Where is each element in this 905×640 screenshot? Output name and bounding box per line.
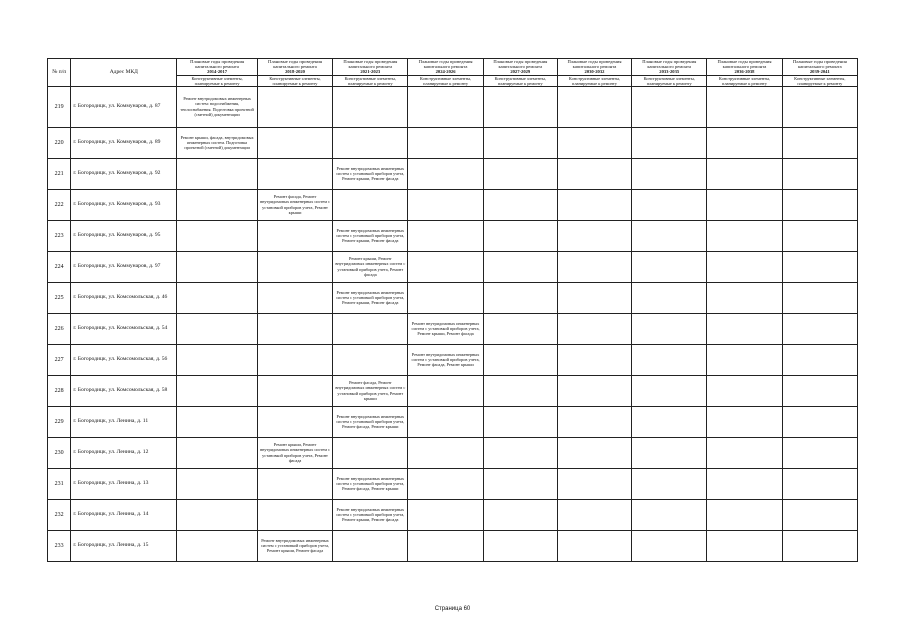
- empty-cell: [557, 282, 631, 313]
- empty-cell: [707, 220, 782, 251]
- empty-cell: [177, 437, 258, 468]
- repair-works-cell: Ремонт внутридомовых инженерных систем с установкой приборов учета, Ремонт крыши, Ремонт фасада: [408, 313, 483, 344]
- empty-cell: [632, 406, 707, 437]
- empty-cell: [257, 86, 332, 127]
- table-row: [48, 375, 858, 406]
- empty-cell: [483, 344, 557, 375]
- table-row: [48, 282, 858, 313]
- table-row: [48, 530, 858, 561]
- building-address: г. Богородицк, ул. Ленина, д. 15: [71, 530, 177, 561]
- empty-cell: [408, 282, 483, 313]
- empty-cell: [782, 313, 857, 344]
- table-row: [48, 344, 858, 375]
- empty-cell: [483, 127, 557, 158]
- column-subheader: Конструктивные элементы, планируемые к ремонту: [483, 75, 557, 86]
- empty-cell: [483, 220, 557, 251]
- row-number: 223: [48, 220, 71, 251]
- column-header-period: Плановые годы проведения капитального ремонта 2030-2032: [557, 59, 631, 76]
- empty-cell: [632, 127, 707, 158]
- empty-cell: [408, 375, 483, 406]
- empty-cell: [782, 282, 857, 313]
- building-address: г. Богородицк, ул. Коммунаров, д. 87: [71, 86, 177, 127]
- table-body: [48, 86, 858, 561]
- empty-cell: [483, 313, 557, 344]
- empty-cell: [782, 189, 857, 220]
- empty-cell: [557, 86, 631, 127]
- column-header-address: Адрес МКД: [71, 59, 177, 87]
- column-header-period: Плановые годы проведения капитального ремонта 2018-2020: [257, 59, 332, 76]
- empty-cell: [333, 437, 408, 468]
- building-address: г. Богородицк, ул. Комсомольская, д. 46: [71, 282, 177, 313]
- empty-cell: [632, 158, 707, 189]
- row-number: 222: [48, 189, 71, 220]
- empty-cell: [782, 530, 857, 561]
- column-subheader: Конструктивные элементы, планируемые к ремонту: [257, 75, 332, 86]
- empty-cell: [408, 220, 483, 251]
- empty-cell: [177, 282, 258, 313]
- empty-cell: [557, 251, 631, 282]
- empty-cell: [483, 189, 557, 220]
- row-number: 231: [48, 468, 71, 499]
- empty-cell: [177, 189, 258, 220]
- column-subheader: Конструктивные элементы, планируемые к ремонту: [632, 75, 707, 86]
- empty-cell: [557, 344, 631, 375]
- empty-cell: [632, 499, 707, 530]
- row-number: 224: [48, 251, 71, 282]
- empty-cell: [707, 406, 782, 437]
- repair-works-cell: Ремонт внутридомовых инженерных систем: водоснабжения, теплоснабжения. Подготовка проектной (сметной) документации: [177, 86, 258, 127]
- building-address: г. Богородицк, ул. Комсомольская, д. 54: [71, 313, 177, 344]
- table-row: [48, 220, 858, 251]
- empty-cell: [333, 189, 408, 220]
- table-row: [48, 127, 858, 158]
- empty-cell: [707, 437, 782, 468]
- empty-cell: [707, 375, 782, 406]
- empty-cell: [257, 158, 332, 189]
- empty-cell: [707, 158, 782, 189]
- capital-repair-table: [47, 58, 858, 562]
- empty-cell: [333, 86, 408, 127]
- empty-cell: [483, 251, 557, 282]
- empty-cell: [408, 468, 483, 499]
- building-address: г. Богородицк, ул. Ленина, д. 13: [71, 468, 177, 499]
- repair-works-cell: Ремонт внутридомовых инженерных систем с установкой приборов учета, Ремонт крыши, Ремонт фасада: [257, 530, 332, 561]
- empty-cell: [707, 530, 782, 561]
- column-header-period: Плановые годы проведения капитального ремонта 2027-2029: [483, 59, 557, 76]
- page-number: Страница 60: [434, 606, 471, 612]
- empty-cell: [177, 406, 258, 437]
- table-header: [48, 59, 858, 87]
- empty-cell: [483, 437, 557, 468]
- empty-cell: [782, 437, 857, 468]
- empty-cell: [707, 127, 782, 158]
- table-row: [48, 499, 858, 530]
- empty-cell: [557, 406, 631, 437]
- empty-cell: [707, 499, 782, 530]
- empty-cell: [557, 313, 631, 344]
- empty-cell: [632, 189, 707, 220]
- repair-works-cell: Ремонт крыши, фасада, внутридомовых инженерных систем. Подготовка проектной (сметной) документации: [177, 127, 258, 158]
- empty-cell: [707, 468, 782, 499]
- empty-cell: [632, 251, 707, 282]
- table-row: [48, 468, 858, 499]
- empty-cell: [177, 251, 258, 282]
- building-address: г. Богородицк, ул. Ленина, д. 12: [71, 437, 177, 468]
- row-number: 220: [48, 127, 71, 158]
- empty-cell: [177, 499, 258, 530]
- empty-cell: [483, 375, 557, 406]
- empty-cell: [483, 530, 557, 561]
- table-row: [48, 86, 858, 127]
- table-row: [48, 251, 858, 282]
- empty-cell: [632, 220, 707, 251]
- empty-cell: [707, 86, 782, 127]
- repair-works-cell: Ремонт внутридомовых инженерных систем с установкой приборов учета, Ремонт крыши, Ремонт фасада: [333, 282, 408, 313]
- empty-cell: [257, 127, 332, 158]
- table-row: [48, 406, 858, 437]
- empty-cell: [177, 220, 258, 251]
- empty-cell: [632, 437, 707, 468]
- repair-works-cell: Ремонт внутридомовых инженерных систем с установкой приборов учета, Ремонт крыши, Ремонт фасада: [333, 499, 408, 530]
- empty-cell: [632, 282, 707, 313]
- empty-cell: [707, 251, 782, 282]
- empty-cell: [557, 127, 631, 158]
- row-number: 233: [48, 530, 71, 561]
- building-address: г. Богородицк, ул. Ленина, д. 14: [71, 499, 177, 530]
- row-number: 228: [48, 375, 71, 406]
- empty-cell: [707, 344, 782, 375]
- row-number: 230: [48, 437, 71, 468]
- empty-cell: [257, 344, 332, 375]
- empty-cell: [782, 344, 857, 375]
- empty-cell: [782, 499, 857, 530]
- empty-cell: [333, 313, 408, 344]
- empty-cell: [632, 344, 707, 375]
- empty-cell: [257, 499, 332, 530]
- table-row: [48, 189, 858, 220]
- empty-cell: [632, 530, 707, 561]
- empty-cell: [333, 344, 408, 375]
- repair-works-cell: Ремонт фасада, Ремонт внутридомовых инженерных систем с установкой приборов учета, Ремонт крыши: [333, 375, 408, 406]
- building-address: г. Богородицк, ул. Коммунаров, д. 89: [71, 127, 177, 158]
- column-subheader: Конструктивные элементы, планируемые к ремонту: [333, 75, 408, 86]
- column-subheader: Конструктивные элементы, планируемые к ремонту: [408, 75, 483, 86]
- empty-cell: [557, 189, 631, 220]
- empty-cell: [257, 375, 332, 406]
- empty-cell: [408, 437, 483, 468]
- building-address: г. Богородицк, ул. Комсомольская, д. 56: [71, 344, 177, 375]
- building-address: г. Богородицк, ул. Коммунаров, д. 93: [71, 189, 177, 220]
- repair-works-cell: Ремонт крыши, Ремонт внутридомовых инженерных систем с установкой приборов учета, Ремонт фасада: [333, 251, 408, 282]
- row-number: 219: [48, 86, 71, 127]
- empty-cell: [632, 313, 707, 344]
- row-number: 221: [48, 158, 71, 189]
- empty-cell: [177, 375, 258, 406]
- row-number: 225: [48, 282, 71, 313]
- empty-cell: [408, 158, 483, 189]
- repair-works-cell: Ремонт фасада, Ремонт внутридомовых инженерных систем с установкой приборов учета, Ремонт крыши: [257, 189, 332, 220]
- building-address: г. Богородицк, ул. Коммунаров, д. 97: [71, 251, 177, 282]
- empty-cell: [557, 220, 631, 251]
- empty-cell: [483, 282, 557, 313]
- empty-cell: [483, 86, 557, 127]
- repair-works-cell: Ремонт внутридомовых инженерных систем с установкой приборов учета, Ремонт фасада, Ремонт крыши: [408, 344, 483, 375]
- row-number: 229: [48, 406, 71, 437]
- empty-cell: [782, 375, 857, 406]
- empty-cell: [408, 127, 483, 158]
- empty-cell: [782, 468, 857, 499]
- column-subheader: Конструктивные элементы, планируемые к ремонту: [782, 75, 857, 86]
- table-row: [48, 437, 858, 468]
- empty-cell: [177, 313, 258, 344]
- column-header-period: Плановые годы проведения капитального ремонта 2036-2038: [707, 59, 782, 76]
- building-address: г. Богородицк, ул. Комсомольская, д. 58: [71, 375, 177, 406]
- empty-cell: [782, 158, 857, 189]
- row-number: 227: [48, 344, 71, 375]
- empty-cell: [707, 282, 782, 313]
- empty-cell: [707, 189, 782, 220]
- empty-cell: [408, 530, 483, 561]
- repair-works-cell: Ремонт внутридомовых инженерных систем с установкой приборов учета, Ремонт крыши, Ремонт фасада: [333, 220, 408, 251]
- empty-cell: [707, 313, 782, 344]
- empty-cell: [557, 375, 631, 406]
- empty-cell: [333, 127, 408, 158]
- empty-cell: [408, 251, 483, 282]
- empty-cell: [257, 220, 332, 251]
- empty-cell: [483, 406, 557, 437]
- empty-cell: [557, 158, 631, 189]
- repair-works-cell: Ремонт внутридомовых инженерных систем с установкой приборов учета, Ремонт фасада, Ремонт крыши: [333, 468, 408, 499]
- empty-cell: [408, 406, 483, 437]
- empty-cell: [632, 86, 707, 127]
- empty-cell: [177, 468, 258, 499]
- column-subheader: Конструктивные элементы, планируемые к ремонту: [707, 75, 782, 86]
- column-subheader: Конструктивные элементы, планируемые к ремонту: [557, 75, 631, 86]
- empty-cell: [782, 127, 857, 158]
- building-address: г. Богородицк, ул. Коммунаров, д. 95: [71, 220, 177, 251]
- repair-works-cell: Ремонт крыши, Ремонт внутридомовых инженерных систем с установкой приборов учета, Ремонт фасада: [257, 437, 332, 468]
- empty-cell: [257, 468, 332, 499]
- empty-cell: [782, 220, 857, 251]
- empty-cell: [632, 375, 707, 406]
- row-number: 232: [48, 499, 71, 530]
- empty-cell: [257, 282, 332, 313]
- empty-cell: [257, 251, 332, 282]
- column-header-period: Плановые годы проведения капитального ремонта 2021-2023: [333, 59, 408, 76]
- empty-cell: [782, 406, 857, 437]
- repair-works-cell: Ремонт внутридомовых инженерных систем с установкой приборов учета, Ремонт фасада, Ремонт крыши: [333, 406, 408, 437]
- empty-cell: [483, 158, 557, 189]
- row-number: 226: [48, 313, 71, 344]
- empty-cell: [782, 251, 857, 282]
- table-row: [48, 313, 858, 344]
- empty-cell: [408, 86, 483, 127]
- table-row: [48, 158, 858, 189]
- column-header-num: № п/п: [48, 59, 71, 87]
- empty-cell: [177, 344, 258, 375]
- empty-cell: [483, 499, 557, 530]
- empty-cell: [177, 158, 258, 189]
- empty-cell: [408, 499, 483, 530]
- building-address: г. Богородицк, ул. Ленина, д. 11: [71, 406, 177, 437]
- empty-cell: [557, 530, 631, 561]
- empty-cell: [257, 313, 332, 344]
- empty-cell: [177, 530, 258, 561]
- empty-cell: [483, 468, 557, 499]
- empty-cell: [408, 189, 483, 220]
- column-header-period: Плановые годы проведения капитального ремонта 2033-2035: [632, 59, 707, 76]
- empty-cell: [632, 468, 707, 499]
- empty-cell: [557, 499, 631, 530]
- column-subheader: Конструктивные элементы, планируемые к ремонту: [177, 75, 258, 86]
- empty-cell: [257, 406, 332, 437]
- empty-cell: [557, 437, 631, 468]
- column-header-period: Плановые годы проведения капитального ремонта 2039-2041: [782, 59, 857, 76]
- building-address: г. Богородицк, ул. Коммунаров, д. 92: [71, 158, 177, 189]
- empty-cell: [782, 86, 857, 127]
- empty-cell: [557, 468, 631, 499]
- column-header-period: Плановые годы проведения капитального ремонта 2014-2017: [177, 59, 258, 76]
- column-header-period: Плановые годы проведения капитального ремонта 2024-2026: [408, 59, 483, 76]
- repair-works-cell: Ремонт внутридомовых инженерных систем с установкой приборов учета, Ремонт крыши, Ремонт фасада: [333, 158, 408, 189]
- empty-cell: [333, 530, 408, 561]
